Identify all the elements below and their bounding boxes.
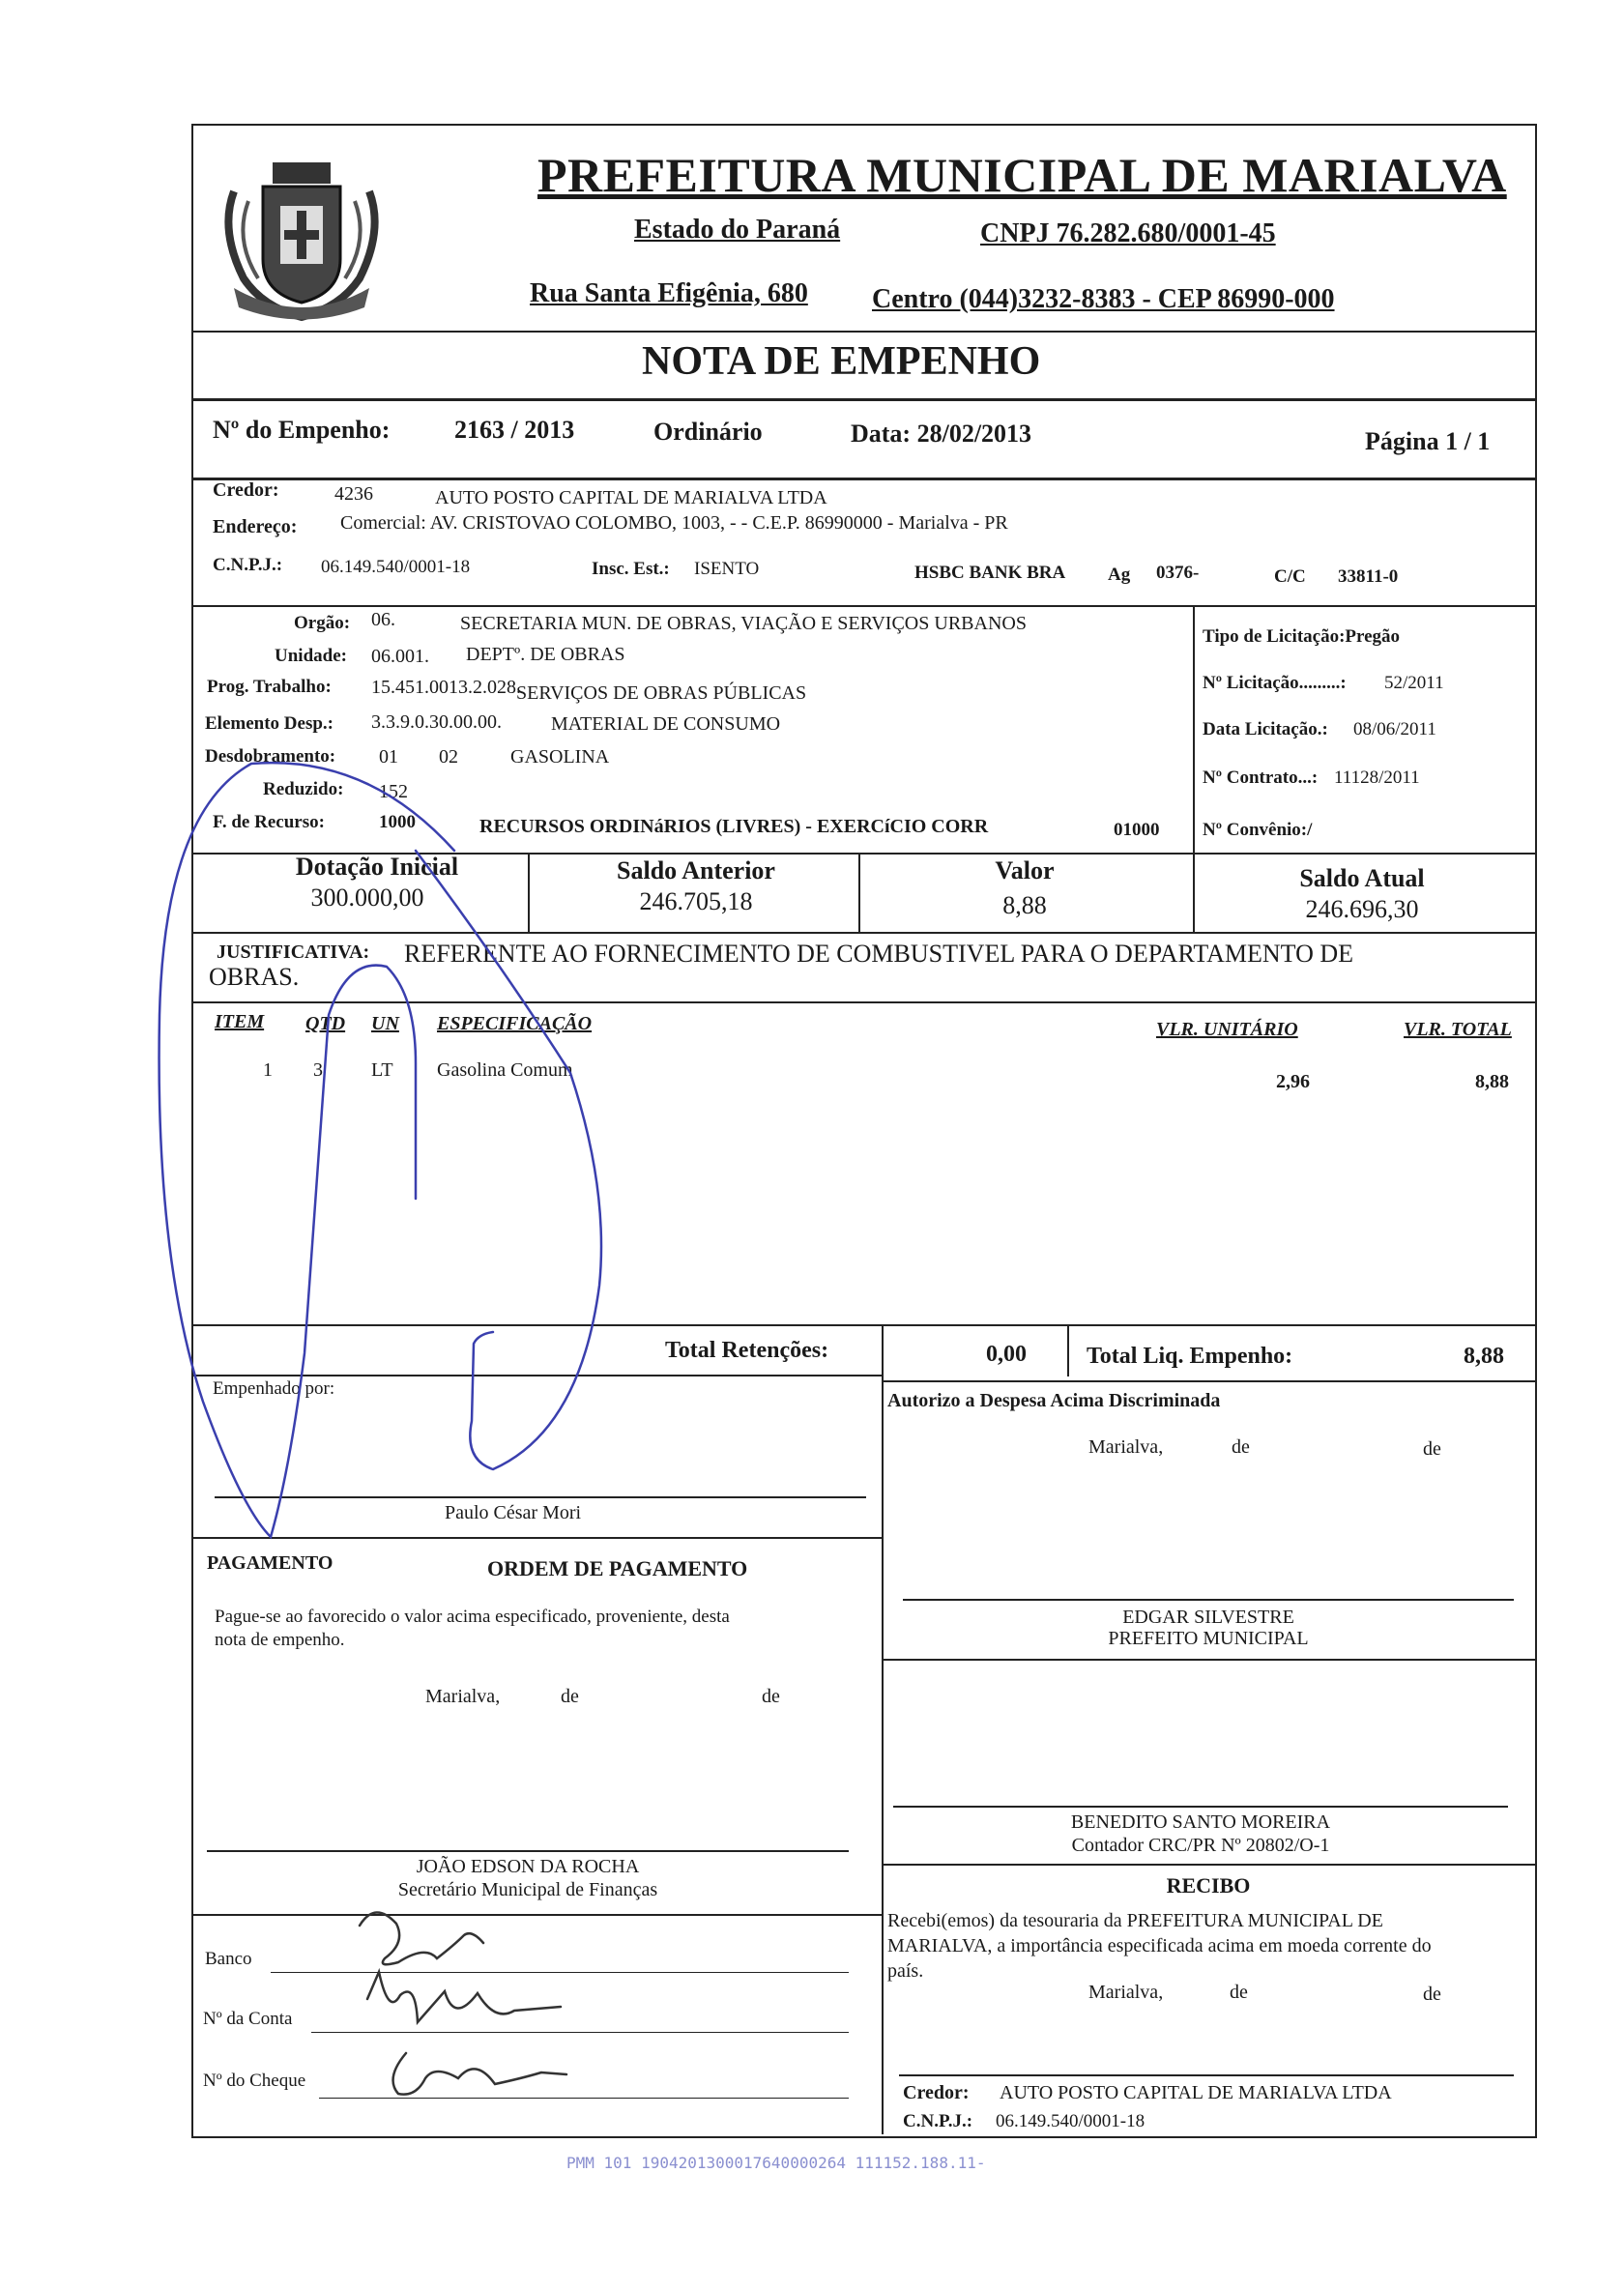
saldo-anterior-value: 246.705,18 xyxy=(639,887,753,915)
empenho-number: 2163 / 2013 xyxy=(454,416,575,444)
row-item: 1 xyxy=(263,1059,273,1081)
dotacao-value: 300.000,00 xyxy=(310,884,424,912)
row-qtd: 3 xyxy=(313,1059,323,1081)
retencoes-label: Total Retenções: xyxy=(665,1338,829,1363)
autorizo-de-1: de xyxy=(1232,1436,1250,1458)
orgao-code: 06. xyxy=(371,609,395,630)
fonte-label: F. de Recurso: xyxy=(213,812,325,832)
licitacao-numero: 52/2011 xyxy=(1384,673,1444,693)
credor-address: Comercial: AV. CRISTOVAO COLOMBO, 1003, - - C.E.P. 86990000 - Marialva - PR xyxy=(340,512,1008,534)
prog-desc: SERVIÇOS DE OBRAS PÚBLICAS xyxy=(516,682,807,704)
row-unit: 2,96 xyxy=(1276,1071,1310,1092)
pagamento-text-2: nota de empenho. xyxy=(215,1630,345,1650)
credor-cnpj: 06.149.540/0001-18 xyxy=(321,557,471,577)
licitacao-data: 08/06/2011 xyxy=(1353,719,1436,739)
liq-label: Total Liq. Empenho: xyxy=(1087,1344,1293,1369)
pagamento-city: Marialva, xyxy=(425,1686,501,1707)
contador-name: BENEDITO SANTO MOREIRA xyxy=(1070,1811,1331,1833)
reduzido-label: Reduzido: xyxy=(263,779,344,799)
row-total: 8,88 xyxy=(1475,1071,1509,1092)
saldo-anterior-label: Saldo Anterior xyxy=(617,856,775,884)
pagamento-name: JOÃO EDSON DA ROCHA xyxy=(416,1856,640,1877)
cc-value: 33811-0 xyxy=(1338,566,1399,587)
credor-name: AUTO POSTO CAPITAL DE MARIALVA LTDA xyxy=(435,487,827,508)
orgao-label: Orgão: xyxy=(294,613,351,633)
justificativa-label: JUSTIFICATIVA: xyxy=(217,942,370,963)
pagamento-de-2: de xyxy=(762,1686,780,1707)
desd-desc: GASOLINA xyxy=(510,746,610,768)
address-label: Endereço: xyxy=(213,516,298,537)
insc-value: ISENTO xyxy=(694,559,760,579)
recibo-cnpj: 06.149.540/0001-18 xyxy=(996,2111,1146,2131)
elem-code: 3.3.9.0.30.00.00. xyxy=(371,711,502,733)
elem-desc: MATERIAL DE CONSUMO xyxy=(551,713,781,735)
contrato-value: 11128/2011 xyxy=(1334,768,1420,788)
credor-label: Credor: xyxy=(213,479,279,501)
empenho-label: Nº do Empenho: xyxy=(213,416,391,444)
justificativa-text-2: OBRAS. xyxy=(209,963,300,991)
row-spec: Gasolina Comum xyxy=(437,1059,573,1081)
convenio: Nº Convênio:/ xyxy=(1203,820,1313,840)
autorizo-city: Marialva, xyxy=(1088,1436,1164,1458)
desd-b: 02 xyxy=(439,746,458,768)
row-un: LT xyxy=(371,1059,393,1081)
orgao-desc: SECRETARIA MUN. DE OBRAS, VIAÇÃO E SERVIÇOS URBANOS xyxy=(460,613,1027,634)
saldo-atual-value: 246.696,30 xyxy=(1305,895,1419,923)
recibo-city: Marialva, xyxy=(1088,1982,1164,2003)
autorizo-role: PREFEITO MUNICIPAL xyxy=(1108,1628,1309,1649)
recibo-text-2: MARIALVA, a importância especificada acima em moeda corrente do xyxy=(887,1935,1432,1956)
col-unit: VLR. UNITÁRIO xyxy=(1156,1019,1298,1040)
pagamento-de-1: de xyxy=(561,1686,579,1707)
justificativa-text-1: REFERENTE AO FORNECIMENTO DE COMBUSTIVEL PARA O DEPARTAMENTO DE xyxy=(404,940,1354,968)
pagamento-label: PAGAMENTO xyxy=(207,1552,334,1574)
liq-value: 8,88 xyxy=(1464,1344,1504,1369)
pagamento-text-1: Pague-se ao favorecido o valor acima especificado, proveniente, desta xyxy=(215,1607,730,1627)
page-number: Página 1 / 1 xyxy=(1365,427,1491,455)
contrato-label: Nº Contrato...: xyxy=(1203,768,1319,788)
valor-label: Valor xyxy=(995,856,1055,884)
elem-label: Elemento Desp.: xyxy=(205,713,334,734)
recibo-label: RECIBO xyxy=(1166,1873,1251,1898)
cnpj-label: C.N.P.J.: xyxy=(213,555,283,575)
autorizo-label: Autorizo a Despesa Acima Discriminada xyxy=(887,1390,1221,1411)
col-spec: ESPECIFICAÇÃO xyxy=(437,1013,593,1034)
recibo-cnpj-label: C.N.P.J.: xyxy=(903,2111,973,2131)
ag-label: Ag xyxy=(1108,565,1131,585)
desd-label: Desdobramento: xyxy=(205,746,336,767)
credor-code: 4236 xyxy=(334,483,373,505)
empenhado-label: Empenhado por: xyxy=(213,1378,335,1399)
autorizo-de-2: de xyxy=(1423,1438,1441,1460)
empenho-date: Data: 28/02/2013 xyxy=(851,420,1032,448)
licitacao-numero-label: Nº Licitação.........: xyxy=(1203,673,1347,693)
unidade-label: Unidade: xyxy=(275,646,347,666)
recibo-credor: AUTO POSTO CAPITAL DE MARIALVA LTDA xyxy=(1000,2082,1392,2103)
licitacao-tipo: Tipo de Licitação:Pregão xyxy=(1203,626,1401,647)
retencoes-value: 0,00 xyxy=(986,1342,1027,1367)
header-address: Rua Santa Efigênia, 680 xyxy=(530,278,808,308)
reduzido-value: 152 xyxy=(379,781,408,802)
recibo-de-1: de xyxy=(1230,1982,1248,2003)
banco-label: Banco xyxy=(205,1949,252,1969)
col-un: UN xyxy=(371,1013,399,1034)
cheque-label: Nº do Cheque xyxy=(203,2071,306,2091)
col-item: ITEM xyxy=(215,1011,265,1032)
recibo-de-2: de xyxy=(1423,1984,1441,2005)
licitacao-data-label: Data Licitação.: xyxy=(1203,719,1328,739)
cc-label: C/C xyxy=(1274,566,1306,587)
empenhado-name: Paulo César Mori xyxy=(445,1502,582,1523)
header-title: PREFEITURA MUNICIPAL DE MARIALVA xyxy=(537,148,1507,202)
recibo-credor-label: Credor: xyxy=(903,2082,970,2103)
recibo-text-3: país. xyxy=(887,1960,924,1982)
dotacao-label: Dotação Inicial xyxy=(295,853,459,881)
pagamento-role: Secretário Municipal de Finanças xyxy=(397,1879,658,1900)
autorizo-name: EDGAR SILVESTRE xyxy=(1122,1607,1294,1628)
bank-name: HSBC BANK BRA xyxy=(914,563,1066,583)
header-address-2: Centro (044)3232-8383 - CEP 86990-000 xyxy=(872,284,1335,314)
ordem-label: ORDEM DE PAGAMENTO xyxy=(487,1556,748,1580)
empenho-type: Ordinário xyxy=(653,418,763,446)
contador-role: Contador CRC/PR Nº 20802/O-1 xyxy=(1071,1835,1330,1856)
header-cnpj: CNPJ 76.282.680/0001-45 xyxy=(980,218,1276,248)
unidade-code: 06.001. xyxy=(371,646,429,667)
valor-value: 8,88 xyxy=(1002,891,1047,919)
footer-code: PMM 101 1904201300017640000264 111152.188.11- xyxy=(566,2154,986,2172)
prog-code: 15.451.0013.2.028. xyxy=(371,677,521,698)
saldo-atual-label: Saldo Atual xyxy=(1299,864,1425,892)
ag-value: 0376- xyxy=(1156,563,1200,583)
insc-label: Insc. Est.: xyxy=(592,559,670,579)
unidade-desc: DEPTº. DE OBRAS xyxy=(466,644,625,665)
col-qtd: QTD xyxy=(305,1013,346,1034)
desd-a: 01 xyxy=(379,746,398,768)
fonte-value: 1000 xyxy=(379,812,416,832)
fonte-code: 01000 xyxy=(1114,820,1160,840)
col-total: VLR. TOTAL xyxy=(1404,1019,1512,1040)
prog-label: Prog. Trabalho: xyxy=(207,677,332,697)
fonte-desc: RECURSOS ORDINáRIOS (LIVRES) - EXERCíCIO CORR xyxy=(479,816,989,837)
conta-label: Nº da Conta xyxy=(203,2009,293,2029)
header-state: Estado do Paraná xyxy=(634,215,841,245)
document-title: NOTA DE EMPENHO xyxy=(642,339,1041,384)
recibo-text-1: Recebi(emos) da tesouraria da PREFEITURA MUNICIPAL DE xyxy=(887,1910,1383,1931)
